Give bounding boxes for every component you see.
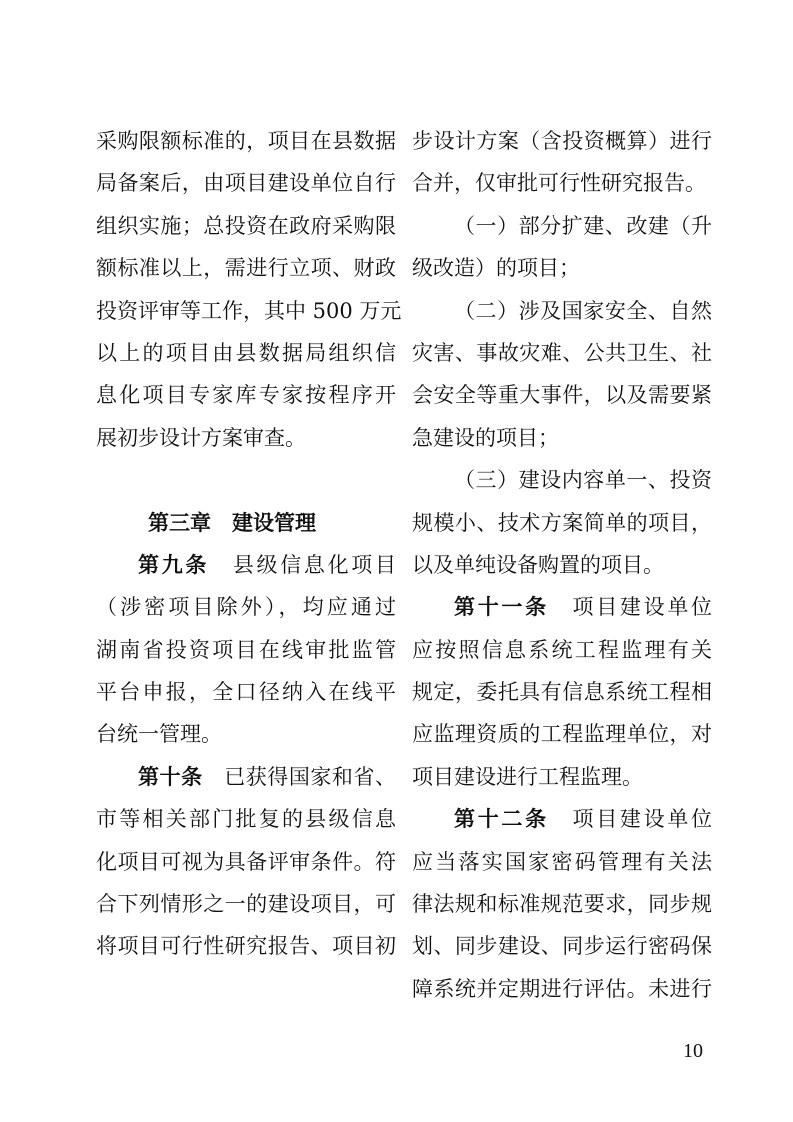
article-10-text: 已获得国家和省、	[224, 764, 397, 789]
list-item-3: （三）建设内容单一、投资	[454, 468, 712, 493]
article-12-text: 项目建设单位	[572, 807, 713, 832]
text-line: 规定，委托具有信息系统工程相	[412, 680, 712, 705]
text-line: 划、同步建设、同步运行密码保	[412, 934, 712, 959]
text-line: 律法规和标准规范要求，同步规	[412, 892, 712, 917]
left-column	[96, 120, 402, 968]
text-line: （涉密项目除外），均应通过	[96, 595, 396, 620]
article-9-heading: 第九条	[138, 551, 210, 577]
text-line: 投资评审等工作，其中 500 万元	[96, 298, 402, 323]
list-item-1: （一）部分扩建、改建（升	[454, 213, 712, 238]
article-10-first-line	[96, 756, 396, 798]
text-line: 应按照信息系统工程监理有关	[412, 637, 712, 662]
article-11-first-line	[412, 586, 712, 628]
text-line: 应当落实国家密码管理有关法	[412, 849, 712, 874]
article-9-text: 县级信息化项目	[232, 552, 397, 577]
text-line: 规模小、技术方案简单的项目，	[412, 510, 712, 535]
article-12-first-line	[412, 798, 712, 840]
text-line: 障系统并定期进行评估。未进行	[412, 976, 712, 1001]
text-line: 息化项目专家库专家按程序开	[96, 383, 396, 408]
text-line: 额标准以上，需进行立项、财政	[96, 256, 396, 281]
blank-line	[96, 459, 396, 501]
article-9-first-line	[96, 544, 396, 586]
article-11-text: 项目建设单位	[572, 595, 713, 620]
text-line: 合下列情形之一的建设项目，可	[96, 892, 396, 917]
text-line: 湖南省投资项目在线审批监管	[96, 637, 396, 662]
text-line: 台统一管理。	[96, 722, 222, 747]
text-line: 局备案后，由项目建设单位自行	[96, 171, 396, 196]
chapter-title: 第三章 建设管理	[148, 509, 316, 535]
article-11-heading: 第十一条	[454, 594, 549, 620]
text-line: 会安全等重大事件，以及需要紧	[412, 383, 712, 408]
text-line: 级改造）的项目；	[412, 256, 580, 281]
text-line: 合并，仅审批可行性研究报告。	[412, 171, 706, 196]
text-line: 灾害、事故灾难、公共卫生、社	[412, 340, 712, 365]
page-number: 10	[683, 1040, 703, 1062]
article-12-heading: 第十二条	[454, 806, 549, 832]
article-10-heading: 第十条	[138, 763, 203, 789]
text-line: 应监理资质的工程监理单位，对	[412, 722, 712, 747]
text-line: 将项目可行性研究报告、项目初	[96, 934, 396, 959]
text-line: 采购限额标准的，项目在县数据	[96, 129, 396, 153]
text-line: 组织实施；总投资在政府采购限	[96, 213, 396, 238]
text-line: 急建设的项目；	[412, 425, 559, 450]
right-column	[412, 120, 712, 1010]
list-item-2: （二）涉及国家安全、自然	[454, 298, 712, 323]
text-line: 展初步设计方案审查。	[96, 425, 306, 450]
text-line: 以及单纯设备购置的项目。	[412, 552, 664, 577]
text-line: 市等相关部门批复的县级信息	[96, 807, 396, 832]
text-line: 项目建设进行工程监理。	[412, 764, 643, 789]
text-line: 步设计方案（含投资概算）进行	[412, 129, 712, 153]
text-line: 以上的项目由县数据局组织信	[96, 340, 396, 365]
text-line: 化项目可视为具备评审条件。符	[96, 849, 396, 874]
text-line: 平台申报，全口径纳入在线平	[96, 680, 396, 705]
